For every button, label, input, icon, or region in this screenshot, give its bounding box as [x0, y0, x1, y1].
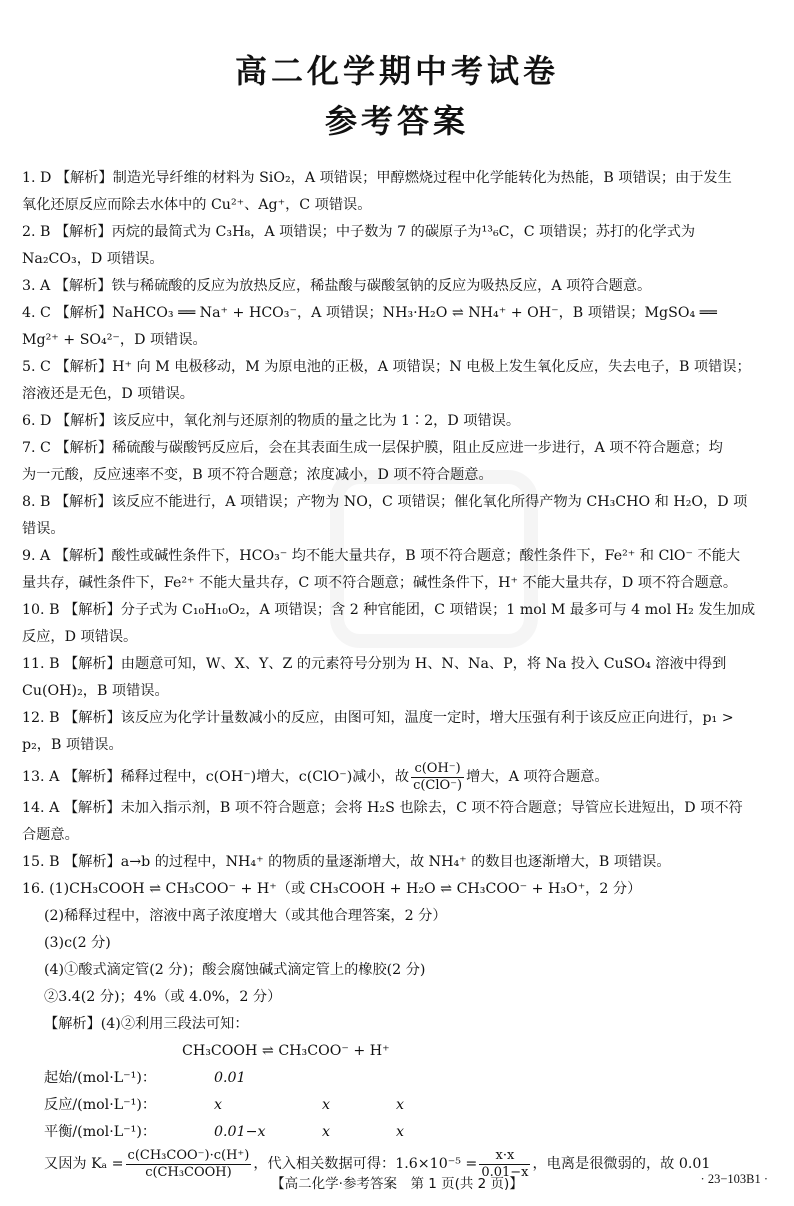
answer-16-line-3: (3)c(2 分) [44, 935, 111, 951]
x-numerator: x·x [479, 1148, 530, 1165]
answer-line: 3. A 【解析】铁与稀硫酸的反应为放热反应，稀盐酸与碳酸氢钠的反应为吸热反应，A 项符合题意。 [22, 278, 652, 294]
answer-list [22, 165, 774, 1182]
three-stage-cell-c [396, 1065, 476, 1092]
answer-line-continued: 溶液还是无色，D 项错误。 [22, 386, 194, 402]
ka-text-before: 又因为 Kₐ = [44, 1156, 124, 1172]
fraction-denominator: c(ClO⁻) [413, 777, 463, 793]
answer-13-fraction [411, 761, 464, 794]
answer-line: 8. B 【解析】该反应不能进行，A 项错误；产物为 NO，C 项错误；催化氧化所得产物为 CH₃CHO 和 H₂O，D 项 [22, 494, 748, 510]
answer-line-continued: Na₂CO₃，D 项错误。 [22, 251, 164, 267]
ionization-equation: CH₃COOH ⇌ CH₃COO⁻ + H⁺ [182, 1043, 390, 1059]
answer-line-continued: Cu(OH)₂，B 项错误。 [22, 683, 169, 699]
answers-1-12 [22, 165, 774, 759]
answer-13-text-after: 增大，A 项符合题意。 [466, 769, 609, 785]
three-stage-cell-a: x [214, 1097, 223, 1113]
answer-line-continued: 氧化还原反应而除去水体中的 Cu²⁺、Ag⁺，C 项错误。 [22, 197, 372, 213]
answer-item [22, 543, 774, 597]
ka-text-mid: ，代入相关数据可得：1.6×10⁻⁵ = [253, 1156, 478, 1172]
three-stage-cell-label: 反应/(mol·L⁻¹)： [44, 1097, 157, 1113]
answer-16-line-2: (2)稀释过程中，溶液中离子浓度增大（或其他合理答案，2 分） [44, 908, 447, 924]
answer-item [22, 273, 774, 300]
fraction-numerator: c(OH⁻) [411, 761, 464, 778]
answer-item [22, 354, 774, 408]
answer-item [22, 705, 774, 759]
answer-line-continued: p₂，B 项错误。 [22, 737, 123, 753]
exam-code: · 23−103B1 · [700, 1172, 768, 1186]
answer-16-line-4: (4)①酸式滴定管(2 分)；酸会腐蚀碱式滴定管上的橡胶(2 分) [44, 962, 426, 978]
three-stage-cell-c: x [396, 1124, 405, 1140]
answer-item [22, 849, 774, 876]
three-stage-row [22, 1065, 774, 1092]
answer-item [22, 651, 774, 705]
three-stage-cell-c: x [396, 1097, 405, 1113]
answer-line: 12. B 【解析】该反应为化学计量数减小的反应，由图可知，温度一定时，增大压强有利于该反应正向进行，p₁ > [22, 710, 734, 726]
answer-16-line-1: 16. (1)CH₃COOH ⇌ CH₃COO⁻ + H⁺（或 CH₃COOH + H₂O ⇌ CH₃COO⁻ + H₃O⁺，2 分） [22, 881, 642, 897]
answer-line: 11. B 【解析】由题意可知，W、X、Y、Z 的元素符号分别为 H、N、Na、P，将 Na 投入 CuSO₄ 溶液中得到 [22, 656, 727, 672]
answer-line: 7. C 【解析】稀硫酸与碳酸钙反应后，会在其表面生成一层保护膜，阻止反应进一步进行，A 项不符合题意；均 [22, 440, 723, 456]
three-stage-row [22, 1119, 774, 1146]
answer-line-continued: 反应，D 项错误。 [22, 629, 138, 645]
answer-line-continued: 量共存，碱性条件下，Fe²⁺ 不能大量共存，C 项不符合题意；碱性条件下，H⁺ 不能大量共存，D 项不符合题意。 [22, 575, 738, 591]
page-title: 高二化学期中考试卷 [234, 52, 559, 90]
answer-line: 6. D 【解析】该反应中，氧化剂与还原剂的物质的量之比为 1∶2，D 项错误。 [22, 413, 521, 429]
answer-line: 10. B 【解析】分子式为 C₁₀H₁₀O₂，A 项错误；含 2 种官能团，C 项错误；1 mol M 最多可与 4 mol H₂ 发生加成 [22, 602, 756, 618]
three-stage-cell-b: x [322, 1124, 331, 1140]
answer-item [22, 597, 774, 651]
three-stage-cell-a: 0.01−x [214, 1124, 266, 1140]
three-stage-row [22, 1092, 774, 1119]
answer-line: 5. C 【解析】H⁺ 向 M 电极移动，M 为原电池的正极，A 项错误；N 电极上发生氧化反应，失去电子，B 项错误； [22, 359, 751, 375]
answer-line: 2. B 【解析】丙烷的最简式为 C₃H₈，A 项错误；中子数为 7 的碳原子为¹³₆C，C 项错误；苏打的化学式为 [22, 224, 696, 240]
ka-numerator: c(CH₃COO⁻)·c(H⁺) [127, 1147, 250, 1163]
answer-16 [22, 876, 774, 1182]
answer-line: 15. B 【解析】a→b 的过程中，NH₄⁺ 的物质的量逐渐增大，故 NH₄⁺ 的数目也逐渐增大，B 项错误。 [22, 854, 671, 870]
answer-item [22, 795, 774, 849]
answers-14-15 [22, 795, 774, 876]
answer-line-continued: 合题意。 [22, 827, 79, 843]
answer-line: 4. C 【解析】NaHCO₃ ══ Na⁺ + HCO₃⁻，A 项错误；NH₃·H₂O ⇌ NH₄⁺ + OH⁻，B 项错误；MgSO₄ ══ [22, 305, 717, 321]
answer-item [22, 489, 774, 543]
answer-13 [22, 759, 774, 795]
answer-line-continued: 错误。 [22, 521, 65, 537]
answer-item [22, 300, 774, 354]
answer-13-text-before: 13. A 【解析】稀释过程中，c(OH⁻)增大，c(ClO⁻)减小，故 [22, 769, 410, 785]
answer-line-continued: 为一元酸，反应速率不变，B 项不符合题意；浓度减小，D 项不符合题意。 [22, 467, 493, 483]
answer-16-analysis: 【解析】(4)②利用三段法可知： [44, 1016, 249, 1032]
ka-denominator: c(CH₃COOH) [145, 1164, 232, 1180]
page-footer: 【高二化学·参考答案 第 1 页(共 2 页)】 [271, 1176, 523, 1192]
x-denominator: 0.01−x [481, 1164, 529, 1180]
answer-line: 14. A 【解析】未加入指示剂，B 项不符合题意；会将 H₂S 也除去，C 项不符合题意；导管应长进短出，D 项不符 [22, 800, 743, 816]
answer-line-continued: Mg²⁺ + SO₄²⁻，D 项错误。 [22, 332, 207, 348]
three-stage-cell-a: 0.01 [214, 1070, 246, 1086]
three-stage-cell-b [322, 1065, 396, 1092]
answer-item [22, 435, 774, 489]
answer-16-line-5: ②3.4(2 分)；4%（或 4.0%，2 分） [44, 989, 282, 1005]
ka-text-after: ，电离是很微弱的，故 0.01 [532, 1156, 711, 1172]
answer-line: 1. D 【解析】制造光导纤维的材料为 SiO₂，A 项错误；甲醇燃烧过程中化学能转化为热能，B 项错误；由于发生 [22, 170, 732, 186]
answer-item [22, 408, 774, 435]
answer-line: 9. A 【解析】酸性或碱性条件下，HCO₃⁻ 均不能大量共存，B 项不符合题意；酸性条件下，Fe²⁺ 和 ClO⁻ 不能大 [22, 548, 741, 564]
page-subtitle: 参考答案 [324, 102, 469, 140]
three-stage-cell-label: 起始/(mol·L⁻¹)： [44, 1070, 157, 1086]
three-stage-cell-b: x [322, 1097, 331, 1113]
three-stage-table [22, 1065, 774, 1146]
three-stage-cell-label: 平衡/(mol·L⁻¹)： [44, 1124, 157, 1140]
answer-item [22, 165, 774, 219]
answer-item [22, 219, 774, 273]
